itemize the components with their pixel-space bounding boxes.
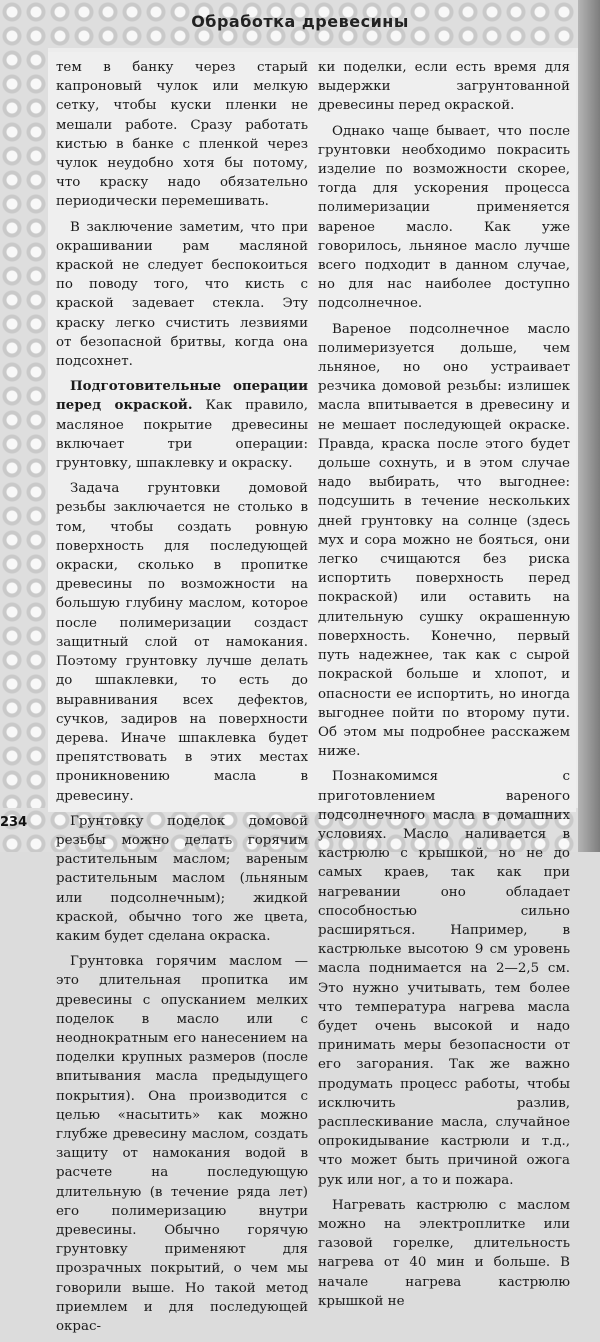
page-edge-shadow bbox=[578, 0, 600, 852]
paragraph: Задача грунтовки домовой резьбы заключается не столько в том, чтобы создать ровную поверхность для последующей окраски, сколько в пропитке древесины по возможности на большую глубину маслом, которое после полимеризации создаст защитный слой от намокания. Поэтому грунтовку лучше делать до шпаклевки, то есть до выравнивания всех дефектов, сучков, задиров на поверхности дерева. Иначе шпаклевка будет препятствовать в этих местах проникновению масла в древесину. bbox=[56, 481, 308, 804]
section-heading: Подготовительные операции перед окраской. bbox=[56, 378, 308, 414]
paragraph-with-heading bbox=[56, 377, 308, 473]
paragraph: Вареное подсолнечное масло полимеризуется дольше, чем льняное, но оно устраивает резчика домовой резьбы: излишек масла впитывается в древесину и не мешает последующей окраске. Правда, краска после этого будет дольше сохнуть, и в этом случае надо выбирать, что выгоднее: подсушить в течение нескольких дней грунтовку на солнце (здесь мух и сора можно не бояться, они легко счищаются без риска испортить поверхность перед покраской) или оставить на длительную сушку окрашенную поверхность. Конечно, первый путь надежнее, так как с сырой покраской больше и хлопот, и опасности ее испортить, но иногда выгоднее пойти по второму пути. Об этом мы подробнее расскажем ниже. bbox=[318, 321, 570, 760]
paragraph-body: Как правило, масляное покрытие древесины включает три операции: грунтовку, шпаклевку и окраску. bbox=[56, 398, 308, 472]
lace-border-left bbox=[0, 48, 48, 808]
paragraph: Нагревать кастрюлю с маслом можно на электроплитке или газовой горелке, длительность нагрева от 40 мин и больше. В начале нагрева кастрюлю крышкой не bbox=[318, 1197, 570, 1309]
paragraph: Однако чаще бывает, что после грунтовки необходимо покрасить изделие по возможности скорее, тогда для ускорения процесса полимеризации применяется вареное масло. Как уже говорилось, льняное масло лучше всего подходит в данном случае, но для нас наиболее доступно подсолнечное. bbox=[318, 123, 570, 312]
paragraph: ки поделки, если есть время для выдержки загрунтованной древесины перед окраской. bbox=[318, 60, 570, 114]
left-column bbox=[56, 58, 308, 1342]
right-column bbox=[318, 58, 570, 1317]
running-header: Обработка древесины bbox=[191, 12, 409, 31]
paragraph: Познакомимся с приготовлением вареного подсолнечного масла в домашних условиях. Масло наливается в кастрюлю с крышкой, но не до самых краев, так как при нагревании оно обладает способностью сильно расширяться. Например, в кастрюльке высотою 9 см уровень масла поднимается на 2—2,5 см. Это нужно учитывать, тем более что температура нагрева масла будет очень высокой и надо принимать меры безопасности от его загорания. Так же важно продумать процесс работы, чтобы исключить разлив, расплескивание масла, случайное опрокидывание кастрюли и т.д., что может быть причиной ожога рук или ног, а то и пожара. bbox=[318, 769, 570, 1188]
paragraph: тем в банку через старый капроновый чулок или мелкую сетку, чтобы куски пленки не мешали работе. Сразу работать кистью в банке с пленкой через чулок неудобно хотя бы потому, что краску надо обязательно периодически перемешивать. bbox=[56, 60, 308, 210]
paragraph: В заключение заметим, что при окрашивании рам масляной краской не следует беспокоиться по поводу того, что кисть с краской задевает стекла. Эту краску легко счистить лезвиями от безопасной бритвы, когда она подсохнет. bbox=[56, 219, 308, 370]
text-area bbox=[48, 52, 576, 1334]
page-number: 234 bbox=[0, 815, 28, 830]
paragraph: Грунтовка горячим маслом — это длительная пропитка им древесины с опусканием мелких поделок в масло или с неоднократным его нанесением на поделки крупных размеров (после впитывания масла предыдущего покрытия). Она производится с целью «насытить» как можно глубже древесину маслом, создать защиту от намокания водой в расчете на последующую длительную (в течение ряда лет) его полимеризацию внутри древесины. Обычно горячую грунтовку применяют для прозрачных покрытий, о чем мы говорили выше. Но такой метод приемлем и для последующей окрас- bbox=[56, 954, 308, 1334]
paragraph: Грунтовку поделок домовой резьбы можно делать горячим растительным маслом; вареным растительным маслом (льняным или подсолнечным); жидкой краской, обычно того же цвета, каким будет сделана окраска. bbox=[56, 813, 308, 944]
